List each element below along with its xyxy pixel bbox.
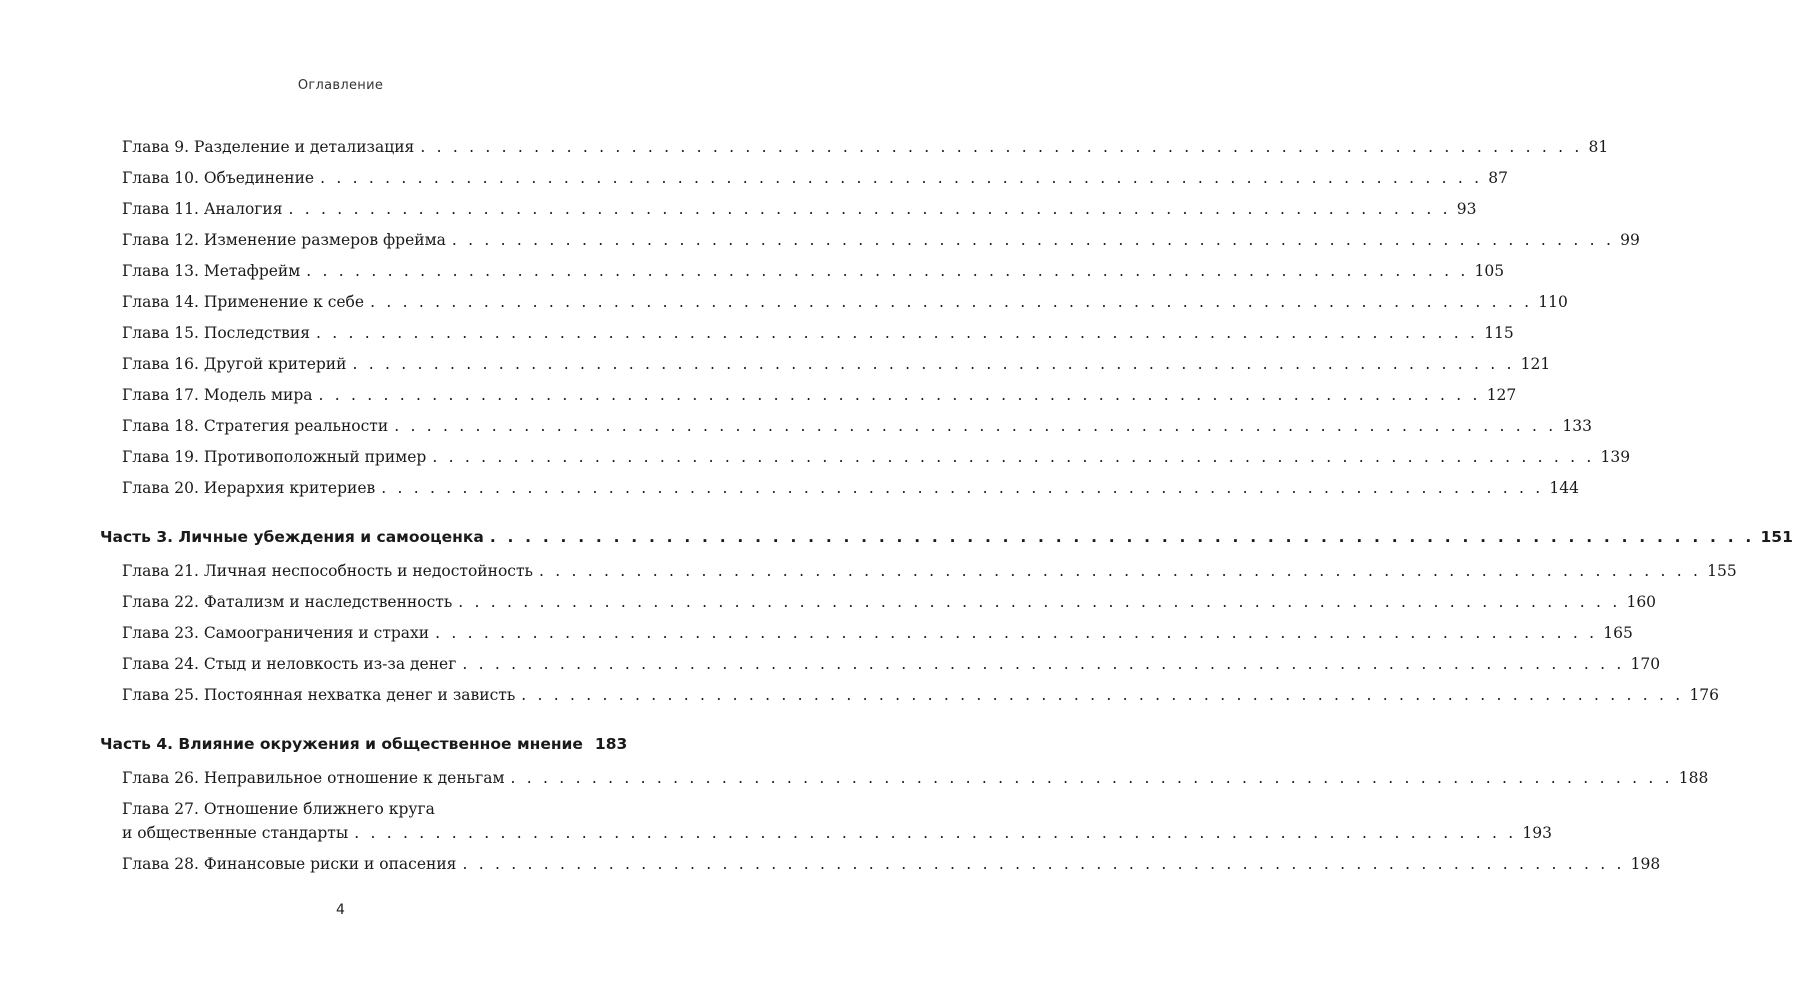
toc-entry-title: Глава 18. Стратегия реальности xyxy=(122,417,389,435)
toc-entry-page: 139 xyxy=(1600,448,1631,466)
toc-entry-page: 160 xyxy=(1626,593,1657,611)
page-number: 4 xyxy=(336,902,345,918)
dot-leader xyxy=(432,448,1594,466)
toc-entry-title: Глава 10. Объединение xyxy=(122,169,315,187)
toc-entry[interactable] xyxy=(122,386,1517,404)
toc-entry-title: Глава 20. Иерархия критериев xyxy=(122,479,376,497)
dot-leader xyxy=(352,355,1514,373)
toc-entry-title: Глава 28. Финансовые риски и опасения xyxy=(122,855,457,873)
toc-entry-title[interactable]: Глава 27. Отношение ближнего круга xyxy=(122,800,435,818)
toc-entry-page: 193 xyxy=(1522,824,1552,842)
toc-part-entry[interactable] xyxy=(100,735,628,753)
toc-entry[interactable] xyxy=(122,138,1609,156)
toc-entry[interactable] xyxy=(122,262,1505,280)
toc-entry-title: Глава 25. Постоянная нехватка денег и зависть xyxy=(122,686,516,704)
toc-entry-title: Глава 16. Другой критерий xyxy=(122,355,347,373)
toc-entry[interactable] xyxy=(122,479,1579,497)
toc-entry[interactable] xyxy=(122,231,1640,249)
dot-leader xyxy=(306,262,1468,280)
toc-entry-page: 176 xyxy=(1689,686,1720,704)
toc-entry[interactable] xyxy=(122,655,1661,673)
dot-leader xyxy=(490,528,1755,546)
toc-entry-title: Глава 21. Личная неспособность и недостойность xyxy=(122,562,533,580)
toc-entry[interactable] xyxy=(122,293,1568,311)
dot-leader xyxy=(462,655,1624,673)
toc-entry[interactable] xyxy=(122,562,1737,580)
dot-leader xyxy=(539,562,1701,580)
toc-entry[interactable] xyxy=(122,855,1661,873)
toc-entry-title: Глава 19. Противоположный пример xyxy=(122,448,427,466)
dot-leader xyxy=(452,231,1614,249)
toc-entry-title: Глава 14. Применение к себе xyxy=(122,293,365,311)
toc-entry[interactable] xyxy=(122,324,1514,342)
toc-entry-title-continued: и общественные стандарты xyxy=(122,824,349,842)
toc-entry-page: 93 xyxy=(1456,200,1477,218)
toc-entry-page: 170 xyxy=(1630,655,1661,673)
toc-entry-page: 121 xyxy=(1520,355,1551,373)
toc-entry-page: 127 xyxy=(1486,386,1517,404)
toc-entry[interactable] xyxy=(122,355,1551,373)
toc-part-entry[interactable] xyxy=(100,528,1793,546)
dot-leader xyxy=(354,824,1516,842)
toc-entry[interactable] xyxy=(122,448,1631,466)
dot-leader xyxy=(316,324,1478,342)
toc-entry[interactable] xyxy=(122,824,1552,842)
toc-entry[interactable] xyxy=(122,624,1633,642)
toc-entry[interactable] xyxy=(122,593,1657,611)
dot-leader xyxy=(435,624,1597,642)
toc-part-title: Часть 4. Влияние окружения и общественное мнение xyxy=(100,735,583,753)
toc-entry-page: 133 xyxy=(1562,417,1592,435)
toc-entry-title: Глава 13. Метафрейм xyxy=(122,262,301,280)
dot-leader xyxy=(319,386,1481,404)
toc-entry-page: 165 xyxy=(1603,624,1633,642)
toc-entry-page: 87 xyxy=(1488,169,1509,187)
dot-leader xyxy=(420,138,1582,156)
toc-entry-title: Глава 11. Аналогия xyxy=(122,200,283,218)
toc-entry-page: 81 xyxy=(1588,138,1609,156)
toc-entry-title: Глава 12. Изменение размеров фрейма xyxy=(122,231,446,249)
dot-leader xyxy=(462,855,1624,873)
dot-leader xyxy=(320,169,1482,187)
toc-entry-title: Глава 23. Самоограничения и страхи xyxy=(122,624,430,642)
dot-leader xyxy=(289,200,1451,218)
toc-entry[interactable] xyxy=(122,169,1509,187)
toc-entry-title: Глава 15. Последствия xyxy=(122,324,311,342)
toc-entry-page: 144 xyxy=(1549,479,1579,497)
toc-entry-title: Глава 24. Стыд и неловкость из-за денег xyxy=(122,655,457,673)
toc-entry[interactable] xyxy=(122,417,1592,435)
running-header: Оглавление xyxy=(297,78,384,93)
toc-entry-page: 155 xyxy=(1707,562,1737,580)
toc-entry-title: Глава 9. Разделение и детализация xyxy=(122,138,415,156)
toc-part-page: 151 xyxy=(1760,528,1793,546)
toc-entry-page: 188 xyxy=(1678,769,1709,787)
toc-entry[interactable] xyxy=(122,200,1477,218)
toc-part-page: 183 xyxy=(594,735,628,753)
dot-leader xyxy=(521,686,1683,704)
dot-leader xyxy=(394,417,1556,435)
dot-leader xyxy=(511,769,1673,787)
dot-leader xyxy=(370,293,1532,311)
toc-entry-page: 99 xyxy=(1620,231,1640,249)
toc-entry-page: 115 xyxy=(1484,324,1514,342)
toc-entry[interactable] xyxy=(122,686,1720,704)
toc-entry-page: 198 xyxy=(1630,855,1661,873)
toc-part-title: Часть 3. Личные убеждения и самооценка xyxy=(100,528,484,546)
toc-entry-title: Глава 22. Фатализм и наследственность xyxy=(122,593,453,611)
toc-entry-title: Глава 17. Модель мира xyxy=(122,386,313,404)
toc-entry[interactable] xyxy=(122,769,1709,787)
toc-entry-page: 105 xyxy=(1474,262,1505,280)
dot-leader xyxy=(381,479,1543,497)
toc-entry-page: 110 xyxy=(1538,293,1568,311)
toc-entry-title: Глава 26. Неправильное отношение к деньгам xyxy=(122,769,505,787)
dot-leader xyxy=(458,593,1620,611)
